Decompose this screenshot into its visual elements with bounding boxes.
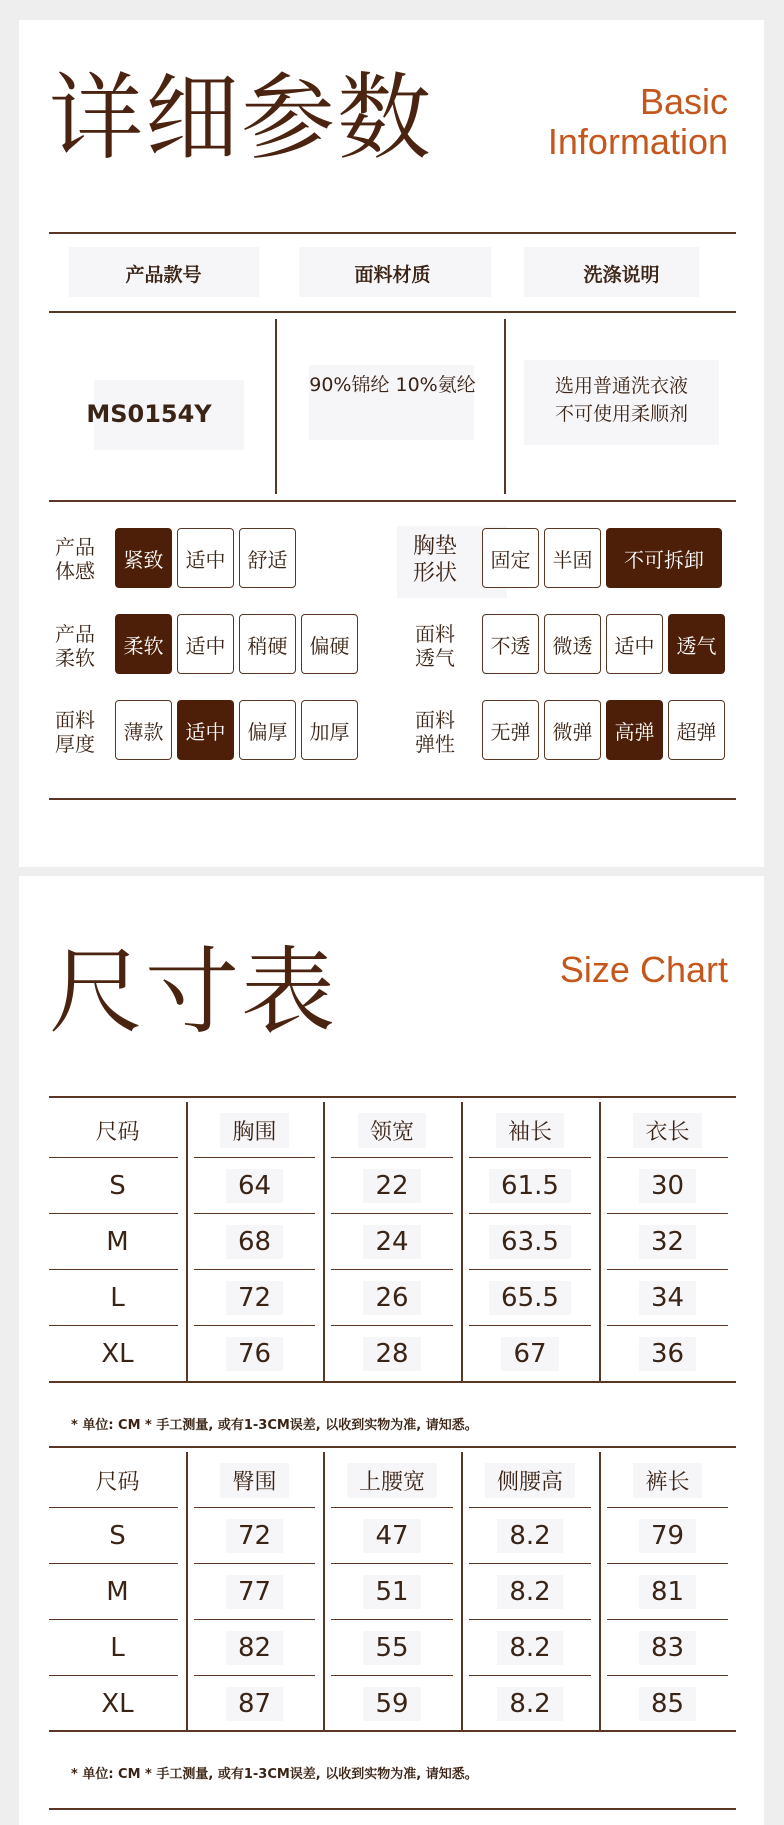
column-header — [599, 1102, 736, 1158]
table-cell — [186, 1326, 323, 1382]
cell-text: 30 — [639, 1169, 696, 1203]
cell-text: 8.2 — [497, 1575, 562, 1609]
table-cell — [323, 1508, 461, 1564]
table-cell — [186, 1676, 323, 1732]
column-header — [186, 1452, 323, 1508]
divider — [49, 311, 736, 313]
divider — [49, 232, 736, 234]
cell-text: 72 — [226, 1281, 283, 1315]
wash-line-2: 不可使用柔顺剂 — [554, 403, 688, 425]
cell-text: S — [109, 1521, 126, 1551]
column-header — [323, 1452, 461, 1508]
wash-instructions — [507, 372, 736, 428]
table-row — [49, 1620, 736, 1676]
cell-text: 8.2 — [497, 1519, 562, 1553]
cell-text: 衣长 — [633, 1113, 701, 1148]
column-divider — [275, 319, 277, 494]
column-header — [49, 1102, 186, 1158]
option-chip: 高弹 — [606, 700, 663, 760]
cell-text: 67 — [501, 1337, 558, 1371]
table-row — [49, 1214, 736, 1270]
size-chart-panel — [19, 876, 764, 1825]
table-row — [49, 1564, 736, 1620]
cell-text: 76 — [226, 1337, 283, 1371]
column-header — [461, 1102, 599, 1158]
attr-label-feel — [51, 535, 99, 583]
option-chip: 薄款 — [115, 700, 172, 760]
attr-label-line: 面料 — [415, 708, 455, 732]
attr-label-line: 透气 — [415, 646, 455, 670]
attr-label-line: 产品 — [55, 622, 95, 646]
option-chip: 稍硬 — [239, 614, 296, 674]
cell-text: 65.5 — [489, 1281, 571, 1315]
table-cell — [323, 1214, 461, 1270]
cell-text: 64 — [226, 1169, 283, 1203]
option-chip: 适中 — [606, 614, 663, 674]
cell-text: 裤长 — [633, 1463, 701, 1498]
cell-text: 尺码 — [95, 1469, 140, 1495]
table-cell — [461, 1508, 599, 1564]
table-header-row — [49, 1452, 736, 1508]
table-cell — [599, 1214, 736, 1270]
header-material: 面料材质 — [354, 264, 431, 286]
table-cell — [49, 1508, 186, 1564]
attr-label-line: 面料 — [55, 708, 95, 732]
option-chip: 舒适 — [239, 528, 296, 588]
cell-text: 24 — [363, 1225, 420, 1259]
cell-text: 尺码 — [95, 1119, 140, 1145]
cell-text: 77 — [226, 1575, 283, 1609]
column-header — [49, 1452, 186, 1508]
table-cell — [461, 1676, 599, 1732]
cell-text: XL — [101, 1689, 134, 1719]
cell-text: 36 — [639, 1337, 696, 1371]
option-chip: 超弹 — [668, 700, 725, 760]
cell-text: 22 — [363, 1169, 420, 1203]
column-header — [461, 1452, 599, 1508]
table-row — [49, 1508, 736, 1564]
table-cell — [186, 1564, 323, 1620]
attr-label-line: 面料 — [415, 622, 455, 646]
option-chip: 适中 — [177, 700, 234, 760]
table-cell — [461, 1326, 599, 1382]
divider — [49, 1808, 736, 1810]
table-cell — [186, 1508, 323, 1564]
option-chip: 适中 — [177, 614, 234, 674]
column-header — [186, 1102, 323, 1158]
column-header — [599, 1452, 736, 1508]
measurement-note: * 单位: CM * 手工测量, 或有1-3CM误差, 以收到实物为准, 请知悉。 — [71, 1767, 478, 1782]
size-chart-title: 尺寸表 — [49, 938, 338, 1047]
attr-label-elasticity — [411, 708, 459, 756]
table-cell — [323, 1270, 461, 1326]
cell-text: 32 — [639, 1225, 696, 1259]
table-cell — [186, 1620, 323, 1676]
table-cell — [186, 1158, 323, 1214]
divider — [49, 1096, 736, 1098]
table-row — [49, 1270, 736, 1326]
cell-text: 8.2 — [497, 1631, 562, 1665]
elasticity-options — [482, 700, 725, 760]
basic-info-panel — [19, 20, 764, 867]
cell-text: 83 — [639, 1631, 696, 1665]
table-row — [49, 1676, 736, 1732]
table-cell — [186, 1214, 323, 1270]
cell-text: 胸围 — [220, 1113, 288, 1148]
basic-info-title-en — [548, 82, 728, 162]
table-cell — [49, 1620, 186, 1676]
cell-text: 8.2 — [497, 1687, 562, 1721]
attr-label-softness — [51, 622, 99, 670]
cell-text: L — [110, 1283, 125, 1313]
option-chip: 加厚 — [301, 700, 358, 760]
table-cell — [461, 1270, 599, 1326]
table-cell — [323, 1564, 461, 1620]
table-cell — [461, 1620, 599, 1676]
cell-text: 领宽 — [358, 1113, 426, 1148]
cell-text: 81 — [639, 1575, 696, 1609]
option-chip: 柔软 — [115, 614, 172, 674]
cell-text: 臀围 — [220, 1463, 288, 1498]
option-chip: 固定 — [482, 528, 539, 588]
material-composition: 90%锦纶 10%氨纶 — [309, 374, 476, 396]
cell-text: 85 — [639, 1687, 696, 1721]
attr-label-line: 厚度 — [55, 732, 95, 756]
cell-text: 63.5 — [489, 1225, 571, 1259]
cell-text: 59 — [363, 1687, 420, 1721]
option-chip: 适中 — [177, 528, 234, 588]
attr-label-line: 产品 — [55, 535, 95, 559]
option-chip: 半固 — [544, 528, 601, 588]
wash-line-1: 选用普通洗衣液 — [554, 375, 688, 397]
cell-text: 51 — [363, 1575, 420, 1609]
table-cell — [599, 1620, 736, 1676]
attr-label-line: 胸垫 — [412, 534, 457, 559]
cell-text: M — [106, 1577, 129, 1607]
option-chip: 不可拆卸 — [606, 528, 722, 588]
cell-text: 34 — [639, 1281, 696, 1315]
cell-text: 82 — [226, 1631, 283, 1665]
table-cell — [49, 1676, 186, 1732]
table-cell — [49, 1564, 186, 1620]
column-header — [323, 1102, 461, 1158]
size-table-bottom — [49, 1452, 736, 1719]
table-cell — [599, 1326, 736, 1382]
option-chip: 透气 — [668, 614, 725, 674]
table-cell — [461, 1564, 599, 1620]
feel-options — [115, 528, 296, 588]
attr-label-line: 弹性 — [415, 732, 455, 756]
model-number: MS0154Y — [86, 400, 212, 428]
divider — [49, 1446, 736, 1448]
cell-text: L — [110, 1633, 125, 1663]
table-cell — [599, 1158, 736, 1214]
cell-text: 79 — [639, 1519, 696, 1553]
cell-text: 28 — [363, 1337, 420, 1371]
option-chip: 不透 — [482, 614, 539, 674]
divider — [49, 1730, 736, 1732]
table-row — [49, 1326, 736, 1382]
table-cell — [461, 1214, 599, 1270]
attr-label-line: 柔软 — [55, 646, 95, 670]
cell-text: 55 — [363, 1631, 420, 1665]
cell-text: 87 — [226, 1687, 283, 1721]
attr-label-line: 体感 — [55, 559, 95, 583]
table-cell — [49, 1158, 186, 1214]
cell-text: 袖长 — [496, 1113, 564, 1148]
table-cell — [49, 1326, 186, 1382]
attr-label-breathability — [411, 622, 459, 670]
cell-text: 72 — [226, 1519, 283, 1553]
cell-text: 61.5 — [489, 1169, 571, 1203]
table-cell — [599, 1564, 736, 1620]
table-cell — [599, 1676, 736, 1732]
table-cell — [461, 1158, 599, 1214]
title-en-line2: Information — [547, 121, 728, 162]
option-chip: 紧致 — [115, 528, 172, 588]
table-cell — [599, 1270, 736, 1326]
option-chip: 无弹 — [482, 700, 539, 760]
cell-text: 26 — [363, 1281, 420, 1315]
pad-options — [482, 528, 722, 588]
cell-text: 47 — [363, 1519, 420, 1553]
table-cell — [49, 1214, 186, 1270]
divider — [49, 1381, 736, 1383]
size-table-top — [49, 1102, 736, 1369]
cell-text: XL — [101, 1339, 134, 1369]
column-divider — [504, 319, 506, 494]
size-chart-title-en: Size Chart — [559, 949, 728, 990]
cell-text: M — [106, 1227, 129, 1257]
table-header-row — [49, 1102, 736, 1158]
table-row — [49, 1158, 736, 1214]
title-en-line1: Basic — [639, 81, 728, 122]
option-chip: 偏厚 — [239, 700, 296, 760]
measurement-note: * 单位: CM * 手工测量, 或有1-3CM误差, 以收到实物为准, 请知悉。 — [71, 1418, 478, 1433]
option-chip: 微弹 — [544, 700, 601, 760]
table-cell — [323, 1326, 461, 1382]
table-cell — [323, 1158, 461, 1214]
attr-label-thickness — [51, 708, 99, 756]
option-chip: 微透 — [544, 614, 601, 674]
thickness-options — [115, 700, 358, 760]
table-cell — [186, 1270, 323, 1326]
table-cell — [599, 1508, 736, 1564]
attr-label-pad — [411, 533, 459, 587]
divider — [49, 500, 736, 502]
table-cell — [323, 1676, 461, 1732]
cell-text: 侧腰高 — [485, 1463, 575, 1498]
header-wash: 洗涤说明 — [583, 264, 660, 286]
cell-text: 上腰宽 — [347, 1463, 437, 1498]
softness-options — [115, 614, 358, 674]
header-model: 产品款号 — [125, 264, 202, 286]
table-cell — [49, 1270, 186, 1326]
cell-text: S — [109, 1171, 126, 1201]
attr-label-line: 形状 — [412, 561, 457, 586]
cell-text: 68 — [226, 1225, 283, 1259]
divider — [49, 798, 736, 800]
basic-info-title: 详细参数 — [49, 64, 434, 173]
table-cell — [323, 1620, 461, 1676]
breathability-options — [482, 614, 725, 674]
option-chip: 偏硬 — [301, 614, 358, 674]
